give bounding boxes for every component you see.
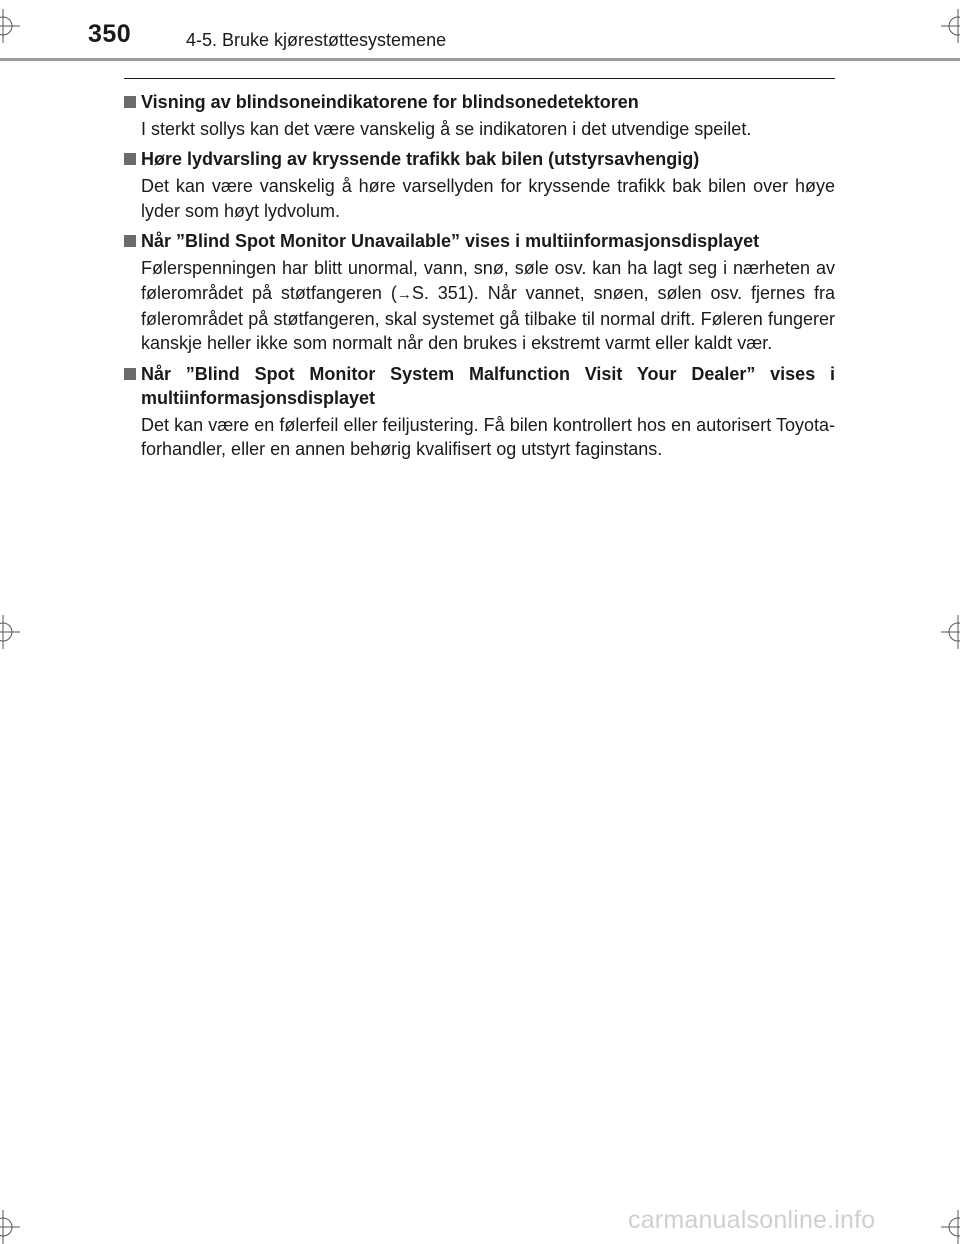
section-body bbox=[124, 256, 835, 356]
section-rear-cross-traffic-sound bbox=[124, 147, 835, 223]
body-text-before-reference: Følerspenningen har blitt unormal, vann, snø, søle osv. kan ha lagt seg i nærheten av følerområdet på støtfangeren ( bbox=[141, 258, 835, 303]
section-body: Det kan være vanskelig å høre varsellyden for kryssende trafikk bak bilen over høye lyder som høyt lydvolum. bbox=[141, 176, 835, 221]
section-blind-spot-indicator-visibility bbox=[124, 90, 835, 141]
section-heading bbox=[124, 147, 835, 171]
section-monitor-unavailable bbox=[124, 229, 835, 356]
section-heading-text: Når ”Blind Spot Monitor Unavailable” vises i multiinformasjonsdisplayet bbox=[141, 231, 760, 252]
square-bullet-icon bbox=[124, 368, 136, 380]
header-rule bbox=[0, 58, 960, 61]
section-heading-text: Når ”Blind Spot Monitor System Malfunction Visit Your Dealer” vises i multiinformasjonsdisplayet bbox=[141, 363, 835, 408]
reference-arrow-icon: → bbox=[396, 285, 412, 303]
section-heading bbox=[124, 90, 835, 114]
page-number: 350 bbox=[88, 20, 132, 48]
section-body: Det kan være en følerfeil eller feiljustering. Få bilen kontrollert hos en autorisert Toyota-forhandler, eller en annen behørig kvalifisert og utstyrt faginstans. bbox=[141, 414, 835, 460]
section-heading bbox=[124, 229, 835, 253]
square-bullet-icon bbox=[124, 96, 136, 108]
section-heading bbox=[124, 362, 835, 410]
section-system-malfunction bbox=[124, 362, 835, 462]
page-content bbox=[124, 90, 835, 468]
body-text-after-reference: ). Når vannet, snøen, sølen osv. fjernes fra følerområdet på støtfangeren, skal systemet gå tilbake til normal drift. Føleren fungerer kanskje heller ikke som normalt når den brukes i ekstremt varmt eller kaldt vær. bbox=[141, 282, 835, 354]
page-header bbox=[0, 0, 960, 62]
crop-mark-bottom-right bbox=[941, 1210, 960, 1244]
square-bullet-icon bbox=[124, 235, 136, 247]
crop-mark-bottom-left bbox=[0, 1210, 20, 1244]
crop-mark-middle-left bbox=[0, 615, 20, 649]
square-bullet-icon bbox=[124, 153, 136, 165]
content-divider bbox=[124, 78, 835, 79]
watermark: carmanualsonline.info bbox=[628, 1206, 876, 1234]
chapter-title: 4-5. Bruke kjørestøttesystemene bbox=[186, 30, 447, 50]
section-heading-text: Høre lydvarsling av kryssende trafikk bak bilen (utstyrsavhengig) bbox=[141, 149, 700, 170]
crop-mark-middle-right bbox=[941, 615, 960, 649]
page-reference-link[interactable]: S. 351 bbox=[411, 282, 468, 303]
section-heading-text: Visning av blindsoneindikatorene for blindsonedetektoren bbox=[141, 92, 639, 112]
section-body: I sterkt sollys kan det være vanskelig å se indikatoren i det utvendige speilet. bbox=[141, 119, 752, 139]
